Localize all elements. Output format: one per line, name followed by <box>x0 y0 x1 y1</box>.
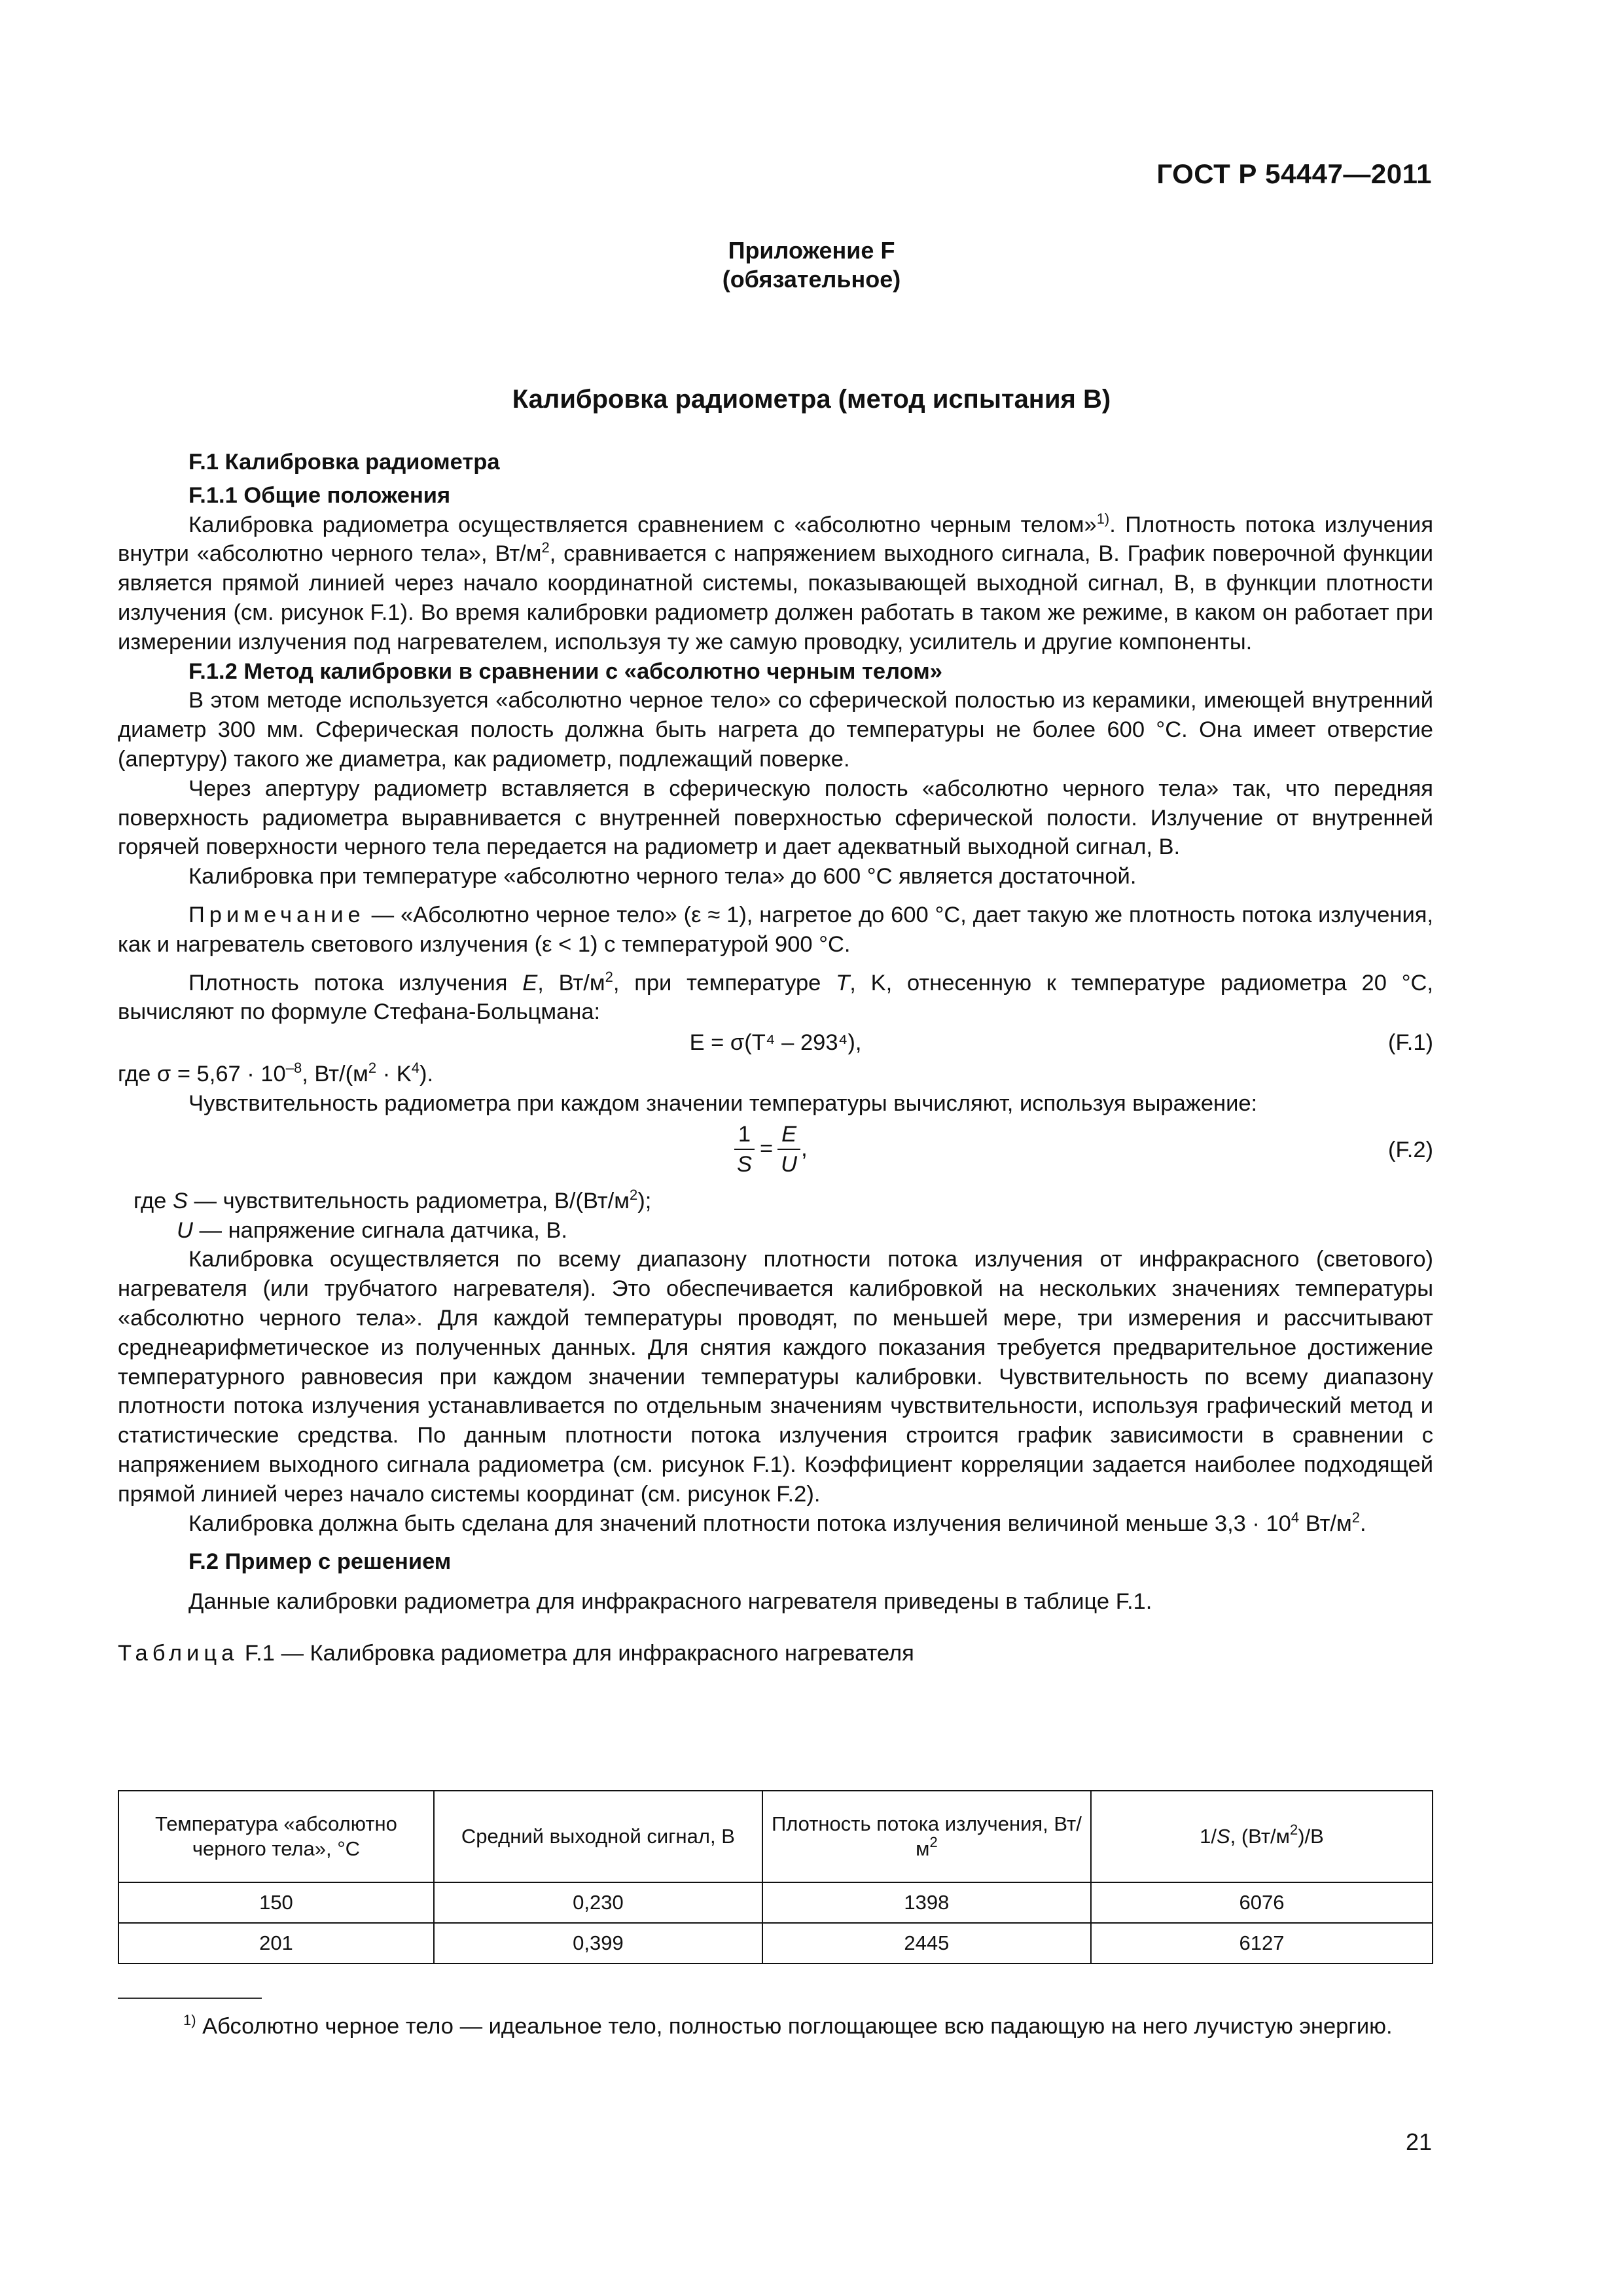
footnote-ref: 1) <box>1096 510 1110 527</box>
annex-title: Приложение F <box>728 237 895 264</box>
section-heading-f2: F.2 Пример с решением <box>188 1549 452 1575</box>
paragraph-f12-2: Через апертуру радиометр вставляется в сферическую полость «абсолютно черного тела» так, что передняя поверхность радиометра выравнивается с внутренней поверхностью сферической полости. Излучение от внутренней горячей поверхности черного тела передается на радиометр и дает адекватный выходной сигнал, В. <box>118 776 1433 860</box>
note: Примечание — «Абсолютно черное тело» (ε ≈ 1), нагретое до 600 °С, дает такую же плотность потока излучения, как и нагреватель светового излучения (ε < 1) с температурой 900 °С. <box>118 902 1433 957</box>
note-label: Примечание <box>188 902 365 927</box>
section-heading-f11: F.1.1 Общие положения <box>188 482 451 508</box>
sigma-definition: где $\sigma = 5,67 \cdot 10^{-8}$, $Вт/(м^2 \cdot K^4)$. <box>118 1060 434 1087</box>
where-s: где S — чувствительность радиометра, $В/(Вт/м^2)$; <box>134 1186 652 1213</box>
table-row: 201 0,399 2445 6127 <box>118 1923 1433 1964</box>
paragraph-f2: Данные калибровки радиометра для инфракрасного нагревателя приведены в таблице F.1. <box>188 1589 1152 1615</box>
annex-status: (обязательное) <box>722 266 901 293</box>
paragraph-f12-3: Калибровка при температуре «абсолютно черного тела» до 600 °С является достаточной. <box>188 864 1137 889</box>
where-u: U — напряжение сигнала датчика, В. <box>177 1217 568 1243</box>
table-header-inverse-sensitivity: 1/S, $(Вт/м^2)/В$ <box>1091 1791 1433 1882</box>
body-text <box>118 448 1433 1668</box>
table-row: 150 0,230 1398 6076 <box>118 1882 1433 1923</box>
section-heading-f12: F.1.2 Метод калибровки в сравнении с «абсолютно черным телом» <box>188 658 942 684</box>
page-number: 21 <box>1405 2128 1432 2155</box>
standard-number: ГОСТ Р 54447—2011 <box>1156 158 1432 189</box>
paragraph-calibration: Калибровка осуществляется по всему диапазону плотности потока излучения от инфракрасного (светового) нагревателя (или трубчатого нагревателя). Это обеспечивается калибровкой на нескольких значениях температуры «абсолютно черного тела». Для каждой температуры проводят, по меньшей мере, три измерения и рассчитывают среднеарифметическое из полученных данных. Для снятия каждого показания требуется предварительное достижение температурного равновесия при каждом значении температуры калибровки. Чувствительность по всему диапазону плотности потока излучения устанавливается по отдельным значениям чувствительности, используя графический метод и статистические средства. По данным плотности потока излучения строится график зависимости в сравнении с напряжением выходного сигнала радиометра (см. рисунок F.1). Коэффициент корреляции задается наиболее подходящей прямой линией через начало системы координат (см. рисунок F.2). <box>118 1247 1433 1507</box>
page-title: Калибровка радиометра (метод испытания В) <box>512 385 1111 414</box>
paragraph-sensitivity: Чувствительность радиометра при каждом значении температуры вычисляют, используя выражение: <box>188 1090 1258 1116</box>
table-header-signal: Средний выходной сигнал, В <box>434 1791 762 1882</box>
paragraph-f12-1: В этом методе используется «абсолютно черное тело» со сферической полостью из керамики, имеющей внутренний диаметр 300 мм. Сферическая полость должна быть нагрета до температуры не более 600 °С. Она имеет отверстие (апертуру) такого же диаметра, как радиометр, подлежащий поверке. <box>118 688 1433 772</box>
paragraph-limit: Калибровка должна быть сделана для значений плотности потока излучения величиной меньше $3,3 \cdot 10^4$ $Вт/м^2$. <box>188 1509 1366 1536</box>
formula-f2-number: (F.2) <box>1388 1137 1433 1162</box>
paragraph-flux: Плотность потока излучения E, $Вт/м^2$, при температуре T, K, отнесенную к температуре радиометра 20 °С, вычисляют по формуле Стефана-Больцмана: <box>118 968 1433 1025</box>
calibration-table <box>118 1790 1433 1964</box>
table-caption: Таблица F.1 — Калибровка радиометра для инфракрасного нагревателя <box>118 1640 914 1666</box>
section-heading-f1: F.1 Калибровка радиометра <box>188 450 500 475</box>
footnote-separator <box>118 1998 262 1999</box>
table-header-flux: Плотность потока излучения, $Вт/м^2$ <box>762 1791 1091 1882</box>
footnote: $^{1)}$ Абсолютно черное тело — идеальное тело, полностью поглощающее всю падающую на него лучистую энергию. <box>183 2012 1393 2039</box>
formula-f1-number: (F.1) <box>1388 1030 1433 1056</box>
formula-f1 <box>118 1028 1433 1058</box>
formula-f2: $\frac{1}{S}$ = $\frac{E}{U}$ , (F.2) <box>118 1120 1433 1183</box>
table-header-temperature: Температура «абсолютно черного тела», °С <box>118 1791 434 1882</box>
formula-f1-expression: E = σ(T⁴ – 293⁴), <box>689 1030 862 1056</box>
paragraph-f11: Калибровка радиометра осуществляется сравнением с «абсолютно черным телом»$^{1)}$. Плотность потока излучения внутри «абсолютно черного тела», $Вт/м^2$, сравнивается с напряжением выходного сигнала, В. График поверочной функции является прямой линией через начало координатной системы, показывающей выходной сигнал, В, в функции плотности излучения (см. рисунок F.1). Во время калибровки радиометр должен работать в таком же режиме, в каком он работает при измерении излучения под нагревателем, используя ту же самую проводку, усилитель и другие компоненты. <box>118 510 1434 655</box>
